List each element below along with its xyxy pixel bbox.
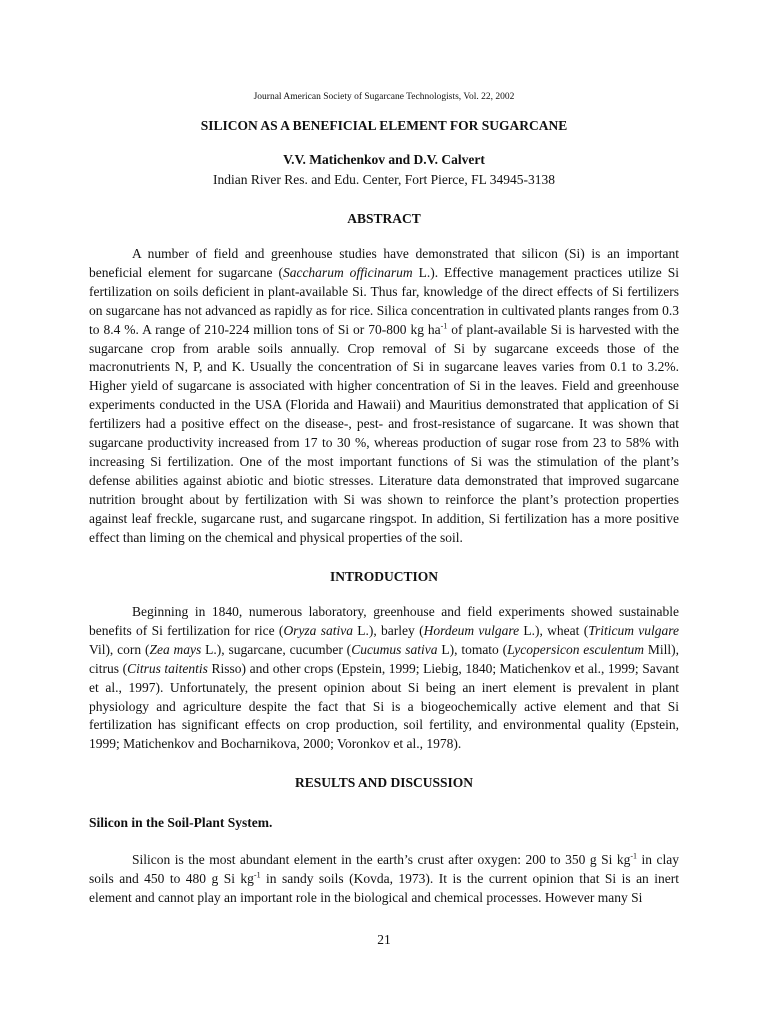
text-run: L.), barley (: [352, 622, 424, 638]
results-heading: RESULTS AND DISCUSSION: [294, 775, 474, 790]
text-run: L.), sugarcane, cucumber (: [201, 641, 352, 657]
italic-species-name: Zea mays: [149, 641, 202, 657]
abstract-paragraph: [89, 245, 679, 548]
italic-species-name: Saccharum officinarum: [282, 264, 413, 280]
page-number: 21: [377, 932, 391, 947]
text-run: L), tomato (: [437, 641, 508, 657]
text-run: L.). Effective management practices utilize Si fertilization on soils deficient in plant-available Si. Thus far, knowledge of the direct effects of Si fertilizers on sugarcane has not advanced as rapidly as for rice. Silica concentration in cultivated plants ranges from 0.3 to 8.4 %. A range of 210-224 million tons of Si or 70-800 kg ha: [89, 264, 679, 337]
journal-citation: Journal American Society of Sugarcane Technologists, Vol. 22, 2002: [253, 92, 515, 102]
text-run: Silicon is the most abundant element in the earth’s crust after oxygen: 200 to 350 g Si kg: [132, 852, 631, 867]
text-run: Risso) and other crops (Epstein, 1999; Liebig, 1840; Matichenkov et al., 1999; Savant et al., 1997). Unfortunately, the present opinion about Si being an inert element is prevalent in plant physiology and agriculture despite the fact that Si is a biogeochemically active element and that Si fertilization has significant effects on crop production, soil fertility, and environmental quality (Epstein, 1999; Matichenkov and Bocharnikova, 2000; Voronkov et al., 1978).: [89, 660, 679, 752]
superscript-text: -1: [630, 851, 638, 861]
italic-species-name: Oryza sativa: [283, 622, 353, 638]
text-run: A number of field and greenhouse studies have demonstrated that silicon (Si) is an important beneficial element for sugarcane (: [89, 246, 679, 280]
author-affiliation: Indian River Res. and Edu. Center, Fort Pierce, FL 34945-3138: [212, 172, 556, 187]
italic-species-name: Hordeum vulgare: [423, 622, 520, 638]
superscript-text: -1: [253, 870, 261, 880]
introduction-paragraph: [89, 603, 679, 754]
text-run: Beginning in 1840, numerous laboratory, greenhouse and field experiments showed sustainable benefits of Si fertilization for rice (: [89, 604, 679, 638]
superscript-text: -1: [440, 321, 448, 331]
text-run: L.), wheat (: [519, 622, 589, 638]
introduction-heading: INTRODUCTION: [329, 569, 438, 584]
paper-title: SILICON AS A BENEFICIAL ELEMENT FOR SUGARCANE: [200, 118, 568, 133]
text-run: Mill), citrus (: [89, 641, 680, 676]
text-run: in sandy soils (Kovda, 1973). It is the current opinion that Si is an inert element and cannot play an important role in the biological and chemical processes. However many Si: [89, 870, 679, 905]
paper-authors: V.V. Matichenkov and D.V. Calvert: [283, 152, 485, 167]
text-run: of plant-available Si is harvested with the sugarcane crop from arable soils annually. Crop removal of Si by sugarcane exceeds those of the macronutrients N, P, and K. Usually the concentration of Si in sugarcane leaves varies from 0.1 to 3.2%. Higher yield of sugarcane is associated with higher concentration of Si in the leaves. Field and greenhouse experiments conducted in the USA (Florida and Hawaii) and Mauritius demonstrated that application of Si fertilizers had a positive effect on the disease-, pest- and frost-resistance of sugarcane. It was shown that sugarcane productivity increased from 17 to 30 %, whereas production of sugar rose from 23 to 58% with increasing Si fertilization. One of the most important functions of Si was the stimulation of the plant’s defense abilities against abiotic and biotic stresses. Literature data demonstrated that improved sugarcane nutrition brought about by fertilization with Si was shown to reinforce the plant’s protection properties against leaf freckle, sugarcane rust, and sugarcane ringspot. In addition, Si fertilization has a more positive effect than liming on the chemical and physical properties of the soil.: [89, 321, 679, 545]
text-run: Vil), corn (: [89, 641, 150, 657]
text-run: in clay soils and 450 to 480 g Si kg: [89, 852, 679, 886]
italic-species-name: Lycopersicon esculentum: [507, 641, 645, 657]
results-subheading: Silicon in the Soil-Plant System.: [89, 815, 273, 830]
results-paragraph: [89, 851, 679, 908]
italic-species-name: Cucumus sativa: [351, 641, 438, 657]
abstract-heading: ABSTRACT: [347, 211, 421, 226]
italic-species-name: Citrus taitentis: [127, 660, 208, 676]
italic-species-name: Triticum vulgare: [588, 622, 680, 638]
